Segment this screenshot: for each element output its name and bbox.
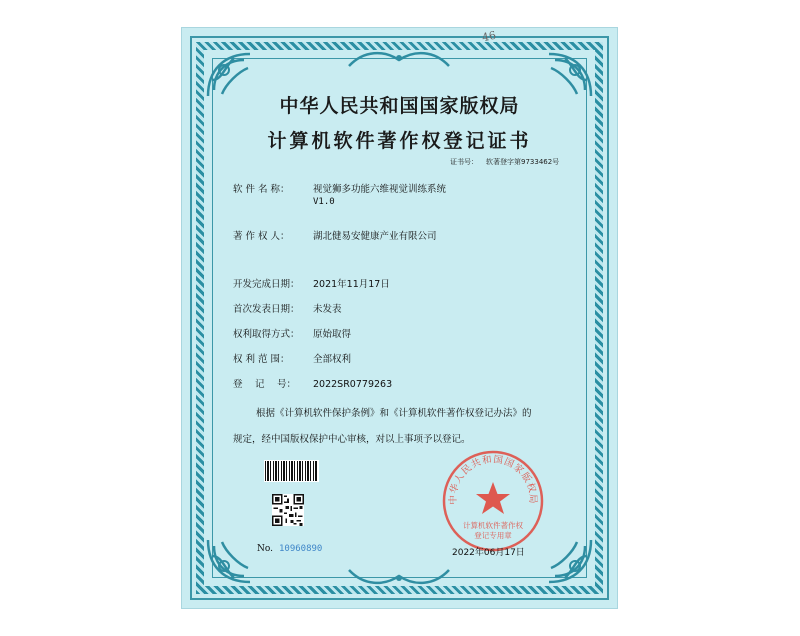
serial-value: 10960890 (279, 544, 323, 554)
field-label: 登 记 号： (233, 379, 297, 390)
field-acquisition-method (233, 326, 351, 340)
seal-inner-line-2: 登记专用章 (474, 531, 512, 540)
field-software-name (233, 181, 446, 207)
field-first-publication (233, 301, 342, 315)
field-value: 2022SR0779263 (313, 379, 393, 390)
issuing-authority-title: 中华人民共和国国家版权局 (279, 95, 520, 117)
field-value: 视觉狮多功能六维视觉训练系统 (313, 184, 447, 195)
field-value: 未发表 (313, 304, 342, 315)
field-value: 原始取得 (313, 329, 352, 340)
certificate-number-label: 证书号： (450, 158, 478, 166)
field-rights-scope (233, 351, 351, 365)
corner-ornament-icon (545, 536, 595, 586)
certificate-title: 计算机软件著作权登记证书 (267, 130, 532, 152)
field-value: 全部权利 (313, 354, 352, 365)
scroll-ornament-icon (344, 48, 454, 70)
handwritten-mark: 46 (480, 28, 498, 45)
issue-date: 2022年06月17日 (452, 548, 525, 558)
seal-outer-text: 中华人民共和国国家版权局 (447, 454, 539, 505)
field-label: 开发完成日期： (233, 279, 300, 290)
field-label: 权利取得方式： (233, 329, 300, 340)
certificate (182, 28, 617, 608)
corner-ornament-icon (204, 536, 254, 586)
field-label: 权 利 范 围： (233, 354, 290, 365)
certificate-number (450, 157, 559, 167)
certificate-number-value: 软著登字第9733462号 (486, 158, 560, 166)
barcode (264, 460, 319, 482)
qr-code (272, 494, 304, 526)
scroll-ornament-icon (344, 566, 454, 588)
software-version: V1.0 (313, 197, 335, 207)
field-copyright-holder (233, 228, 437, 242)
statement-line-1: 根据《计算机软件保护条例》和《计算机软件著作权登记办法》的 (256, 408, 532, 419)
field-label: 著 作 权 人： (233, 231, 290, 242)
serial-number (257, 544, 322, 554)
field-completion-date (233, 276, 390, 290)
field-registration-no (233, 376, 392, 390)
field-label: 软 件 名 称： (233, 184, 290, 195)
field-value: 湖北健易安健康产业有限公司 (313, 231, 437, 242)
seal-inner-line-1: 计算机软件著作权 (463, 521, 523, 530)
field-value: 2021年11月17日 (313, 279, 390, 290)
serial-label: No. (257, 544, 273, 554)
statement-line-2: 规定，经中国版权保护中心审核，对以上事项予以登记。 (233, 434, 471, 445)
field-label: 首次发表日期： (233, 304, 300, 315)
official-seal (440, 448, 546, 554)
